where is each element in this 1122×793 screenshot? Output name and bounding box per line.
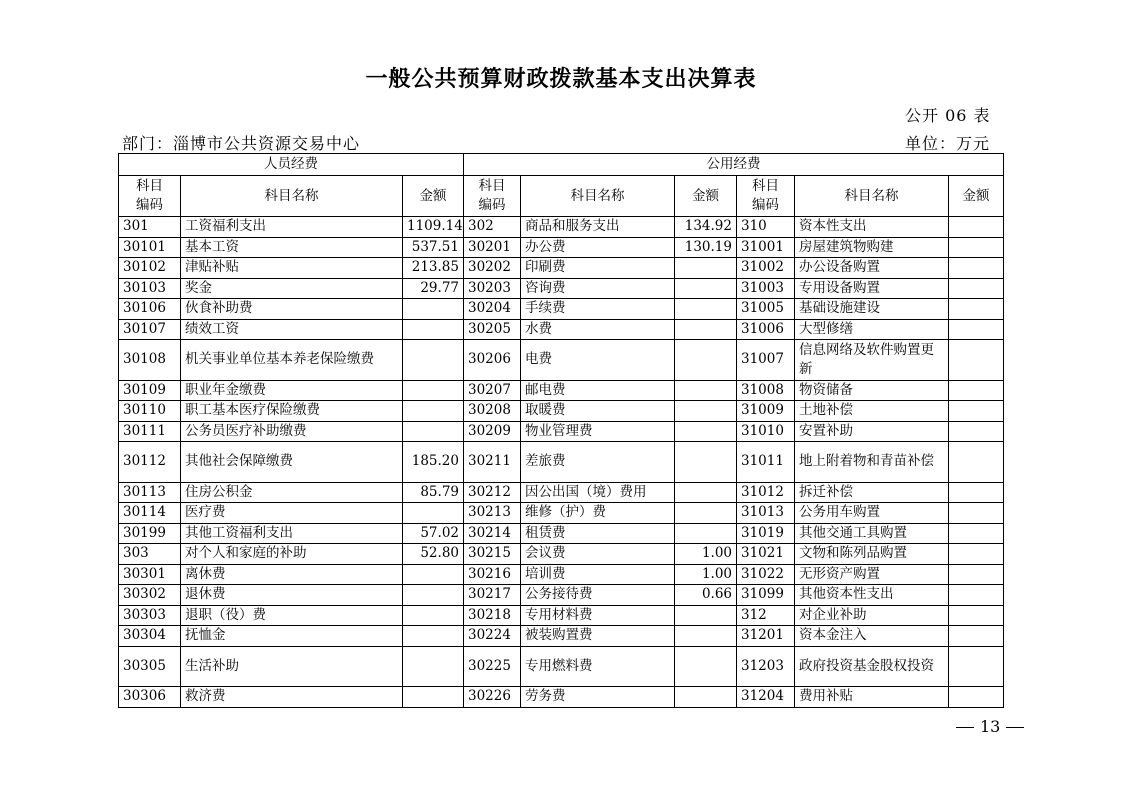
header-code (119, 176, 181, 217)
dash-right (1006, 727, 1024, 728)
name-cell: 对企业补助 (795, 605, 949, 626)
amount-cell (403, 605, 464, 626)
name-cell: 物资储备 (795, 380, 949, 401)
amount-cell (949, 646, 1004, 687)
amount-cell (675, 503, 737, 524)
amount-cell (403, 585, 464, 606)
code-cell: 30214 (464, 523, 521, 544)
code-cell: 30304 (119, 626, 181, 647)
name-cell: 劳务费 (521, 687, 675, 708)
section-public: 公用经费 (464, 154, 1004, 176)
code-cell: 30209 (464, 421, 521, 442)
name-cell: 其他交通工具购置 (795, 523, 949, 544)
name-cell: 物业管理费 (521, 421, 675, 442)
code-cell: 31007 (737, 340, 795, 381)
code-cell: 30112 (119, 442, 181, 483)
unit-label: 单位：万元 (905, 134, 991, 153)
code-cell: 30203 (464, 278, 521, 299)
amount-cell: 1.00 (675, 564, 737, 585)
code-cell: 31013 (737, 503, 795, 524)
page-title: 一般公共预算财政拨款基本支出决算表 (365, 66, 757, 92)
table-row (119, 217, 1004, 238)
name-cell: 抚恤金 (181, 626, 403, 647)
code-cell: 30205 (464, 319, 521, 340)
code-cell: 31002 (737, 258, 795, 279)
amount-cell: 29.77 (403, 278, 464, 299)
amount-cell (675, 605, 737, 626)
code-cell: 30208 (464, 401, 521, 422)
amount-cell: 1.00 (675, 544, 737, 565)
header-name: 科目名称 (181, 176, 403, 217)
header-name: 科目名称 (795, 176, 949, 217)
code-cell: 30225 (464, 646, 521, 687)
name-cell: 职业年金缴费 (181, 380, 403, 401)
code-cell: 30199 (119, 523, 181, 544)
code-cell: 302 (464, 217, 521, 238)
name-cell: 绩效工资 (181, 319, 403, 340)
amount-cell (949, 503, 1004, 524)
table-row (119, 523, 1004, 544)
code-cell: 30110 (119, 401, 181, 422)
amount-cell (675, 258, 737, 279)
name-cell: 专用燃料费 (521, 646, 675, 687)
table-row (119, 585, 1004, 606)
table-row (119, 401, 1004, 422)
code-cell: 31201 (737, 626, 795, 647)
amount-cell: 134.92 (675, 217, 737, 238)
name-cell: 资本金注入 (795, 626, 949, 647)
amount-cell (675, 401, 737, 422)
amount-cell (949, 605, 1004, 626)
code-cell: 30213 (464, 503, 521, 524)
name-cell: 房屋建筑物购建 (795, 237, 949, 258)
amount-cell (675, 626, 737, 647)
name-cell: 离休费 (181, 564, 403, 585)
name-cell: 奖金 (181, 278, 403, 299)
code-cell: 30106 (119, 299, 181, 320)
table-row (119, 340, 1004, 381)
name-cell: 公务接待费 (521, 585, 675, 606)
code-cell: 31001 (737, 237, 795, 258)
name-cell: 邮电费 (521, 380, 675, 401)
table-row (119, 380, 1004, 401)
code-cell: 30206 (464, 340, 521, 381)
name-cell: 办公设备购置 (795, 258, 949, 279)
name-cell: 津贴补贴 (181, 258, 403, 279)
amount-cell (949, 687, 1004, 708)
amount-cell (675, 319, 737, 340)
amount-cell (949, 585, 1004, 606)
amount-cell (403, 626, 464, 647)
amount-cell: 0.66 (675, 585, 737, 606)
section-header-row (119, 154, 1004, 176)
table-row (119, 237, 1004, 258)
code-cell: 31005 (737, 299, 795, 320)
amount-cell (949, 380, 1004, 401)
name-cell: 专用材料费 (521, 605, 675, 626)
amount-cell (949, 544, 1004, 565)
amount-cell (949, 258, 1004, 279)
name-cell: 取暖费 (521, 401, 675, 422)
amount-cell: 57.02 (403, 523, 464, 544)
code-cell: 312 (737, 605, 795, 626)
amount-cell (675, 523, 737, 544)
code-cell: 30224 (464, 626, 521, 647)
amount-cell (675, 482, 737, 503)
table-row (119, 605, 1004, 626)
page-number-value: 13 (980, 717, 1001, 736)
code-cell: 30101 (119, 237, 181, 258)
code-cell: 30114 (119, 503, 181, 524)
table-row (119, 319, 1004, 340)
amount-cell (949, 319, 1004, 340)
code-cell: 30109 (119, 380, 181, 401)
code-cell: 30217 (464, 585, 521, 606)
code-cell: 30201 (464, 237, 521, 258)
code-cell: 31099 (737, 585, 795, 606)
dash-left (956, 727, 974, 728)
amount-cell (949, 523, 1004, 544)
name-cell: 水费 (521, 319, 675, 340)
table-row (119, 503, 1004, 524)
name-cell: 职工基本医疗保险缴费 (181, 401, 403, 422)
code-cell: 30103 (119, 278, 181, 299)
amount-cell (675, 380, 737, 401)
table-row (119, 482, 1004, 503)
name-cell: 退休费 (181, 585, 403, 606)
header-code-line: 编码 (136, 197, 163, 213)
code-cell: 30204 (464, 299, 521, 320)
code-cell: 31204 (737, 687, 795, 708)
amount-cell (949, 401, 1004, 422)
amount-cell (403, 340, 464, 381)
code-cell: 31022 (737, 564, 795, 585)
amount-cell (403, 503, 464, 524)
name-cell: 被装购置费 (521, 626, 675, 647)
code-cell: 31008 (737, 380, 795, 401)
code-cell: 31010 (737, 421, 795, 442)
amount-cell (949, 217, 1004, 238)
amount-cell (949, 626, 1004, 647)
table-row (119, 646, 1004, 687)
name-cell: 因公出国（境）费用 (521, 482, 675, 503)
name-cell: 无形资产购置 (795, 564, 949, 585)
code-cell: 30216 (464, 564, 521, 585)
name-cell: 生活补助 (181, 646, 403, 687)
code-cell: 31203 (737, 646, 795, 687)
name-cell: 租赁费 (521, 523, 675, 544)
code-cell: 31011 (737, 442, 795, 483)
name-cell: 办公费 (521, 237, 675, 258)
code-cell: 30212 (464, 482, 521, 503)
amount-cell (403, 646, 464, 687)
header-code (464, 176, 521, 217)
name-cell: 咨询费 (521, 278, 675, 299)
amount-cell (949, 564, 1004, 585)
amount-cell: 1109.14 (403, 217, 464, 238)
name-cell: 大型修缮 (795, 319, 949, 340)
page-number (950, 717, 1030, 736)
amount-cell (675, 442, 737, 483)
table-row (119, 564, 1004, 585)
code-cell: 30301 (119, 564, 181, 585)
name-cell: 电费 (521, 340, 675, 381)
amount-cell (949, 482, 1004, 503)
code-cell: 31019 (737, 523, 795, 544)
code-cell: 30207 (464, 380, 521, 401)
name-cell: 印刷费 (521, 258, 675, 279)
name-cell: 伙食补助费 (181, 299, 403, 320)
code-cell: 31003 (737, 278, 795, 299)
name-cell: 住房公积金 (181, 482, 403, 503)
code-cell: 30102 (119, 258, 181, 279)
code-cell: 31012 (737, 482, 795, 503)
name-cell: 其他工资福利支出 (181, 523, 403, 544)
header-amount: 金额 (403, 176, 464, 217)
amount-cell (949, 278, 1004, 299)
name-cell: 退职（役）费 (181, 605, 403, 626)
name-cell: 费用补贴 (795, 687, 949, 708)
name-cell: 差旅费 (521, 442, 675, 483)
table-row (119, 258, 1004, 279)
amount-cell: 537.51 (403, 237, 464, 258)
header-code-line: 编码 (478, 197, 506, 213)
name-cell: 政府投资基金股权投资 (795, 646, 949, 687)
name-cell: 文物和陈列品购置 (795, 544, 949, 565)
name-cell: 拆迁补偿 (795, 482, 949, 503)
amount-cell: 85.79 (403, 482, 464, 503)
amount-cell (949, 421, 1004, 442)
header-code-line: 科目 (752, 178, 779, 194)
code-cell: 30303 (119, 605, 181, 626)
header-code (737, 176, 795, 217)
amount-cell (403, 564, 464, 585)
code-cell: 30211 (464, 442, 521, 483)
code-cell: 303 (119, 544, 181, 565)
amount-cell: 185.20 (403, 442, 464, 483)
code-cell: 30226 (464, 687, 521, 708)
name-cell: 基础设施建设 (795, 299, 949, 320)
name-cell: 商品和服务支出 (521, 217, 675, 238)
code-cell: 301 (119, 217, 181, 238)
name-cell: 机关事业单位基本养老保险缴费 (181, 340, 403, 381)
header-name: 科目名称 (521, 176, 675, 217)
name-cell: 救济费 (181, 687, 403, 708)
department-label: 部门：淄博市公共资源交易中心 (122, 134, 361, 153)
code-cell: 30111 (119, 421, 181, 442)
form-number: 公开 06 表 (905, 106, 991, 125)
column-header-row (119, 176, 1004, 217)
name-cell: 资本性支出 (795, 217, 949, 238)
amount-cell (403, 401, 464, 422)
table-row (119, 442, 1004, 483)
amount-cell: 213.85 (403, 258, 464, 279)
code-cell: 30215 (464, 544, 521, 565)
code-cell: 31006 (737, 319, 795, 340)
amount-cell (949, 299, 1004, 320)
table-row (119, 421, 1004, 442)
amount-cell (403, 421, 464, 442)
amount-cell (949, 237, 1004, 258)
header-amount: 金额 (949, 176, 1004, 217)
amount-cell (675, 299, 737, 320)
code-cell: 310 (737, 217, 795, 238)
table-row (119, 278, 1004, 299)
name-cell: 手续费 (521, 299, 675, 320)
name-cell: 基本工资 (181, 237, 403, 258)
amount-cell: 130.19 (675, 237, 737, 258)
amount-cell (675, 421, 737, 442)
code-cell: 30202 (464, 258, 521, 279)
code-cell: 30218 (464, 605, 521, 626)
header-code-line: 科目 (136, 178, 163, 194)
expenditure-table (118, 153, 1004, 708)
name-cell: 医疗费 (181, 503, 403, 524)
amount-cell: 52.80 (403, 544, 464, 565)
table-row (119, 544, 1004, 565)
amount-cell (403, 299, 464, 320)
name-cell: 会议费 (521, 544, 675, 565)
amount-cell (675, 340, 737, 381)
name-cell: 工资福利支出 (181, 217, 403, 238)
name-cell: 地上附着物和青苗补偿 (795, 442, 949, 483)
name-cell: 土地补偿 (795, 401, 949, 422)
name-cell: 其他资本性支出 (795, 585, 949, 606)
name-cell: 培训费 (521, 564, 675, 585)
amount-cell (403, 380, 464, 401)
header-code-line: 科目 (478, 178, 506, 194)
amount-cell (403, 687, 464, 708)
table-row (119, 299, 1004, 320)
table-row (119, 687, 1004, 708)
code-cell: 30302 (119, 585, 181, 606)
amount-cell (403, 319, 464, 340)
table-row (119, 626, 1004, 647)
name-cell: 对个人和家庭的补助 (181, 544, 403, 565)
header-code-line: 编码 (752, 197, 779, 213)
name-cell: 公务员医疗补助缴费 (181, 421, 403, 442)
amount-cell (675, 646, 737, 687)
name-cell: 公务用车购置 (795, 503, 949, 524)
amount-cell (949, 442, 1004, 483)
code-cell: 30113 (119, 482, 181, 503)
amount-cell (675, 687, 737, 708)
name-cell: 安置补助 (795, 421, 949, 442)
name-cell: 维修（护）费 (521, 503, 675, 524)
amount-cell (675, 278, 737, 299)
section-personnel: 人员经费 (119, 154, 464, 176)
code-cell: 31021 (737, 544, 795, 565)
code-cell: 30108 (119, 340, 181, 381)
code-cell: 31009 (737, 401, 795, 422)
name-cell: 信息网络及软件购置更新 (795, 340, 949, 381)
amount-cell (949, 340, 1004, 381)
code-cell: 30306 (119, 687, 181, 708)
name-cell: 专用设备购置 (795, 278, 949, 299)
code-cell: 30305 (119, 646, 181, 687)
code-cell: 30107 (119, 319, 181, 340)
header-amount: 金额 (675, 176, 737, 217)
name-cell: 其他社会保障缴费 (181, 442, 403, 483)
